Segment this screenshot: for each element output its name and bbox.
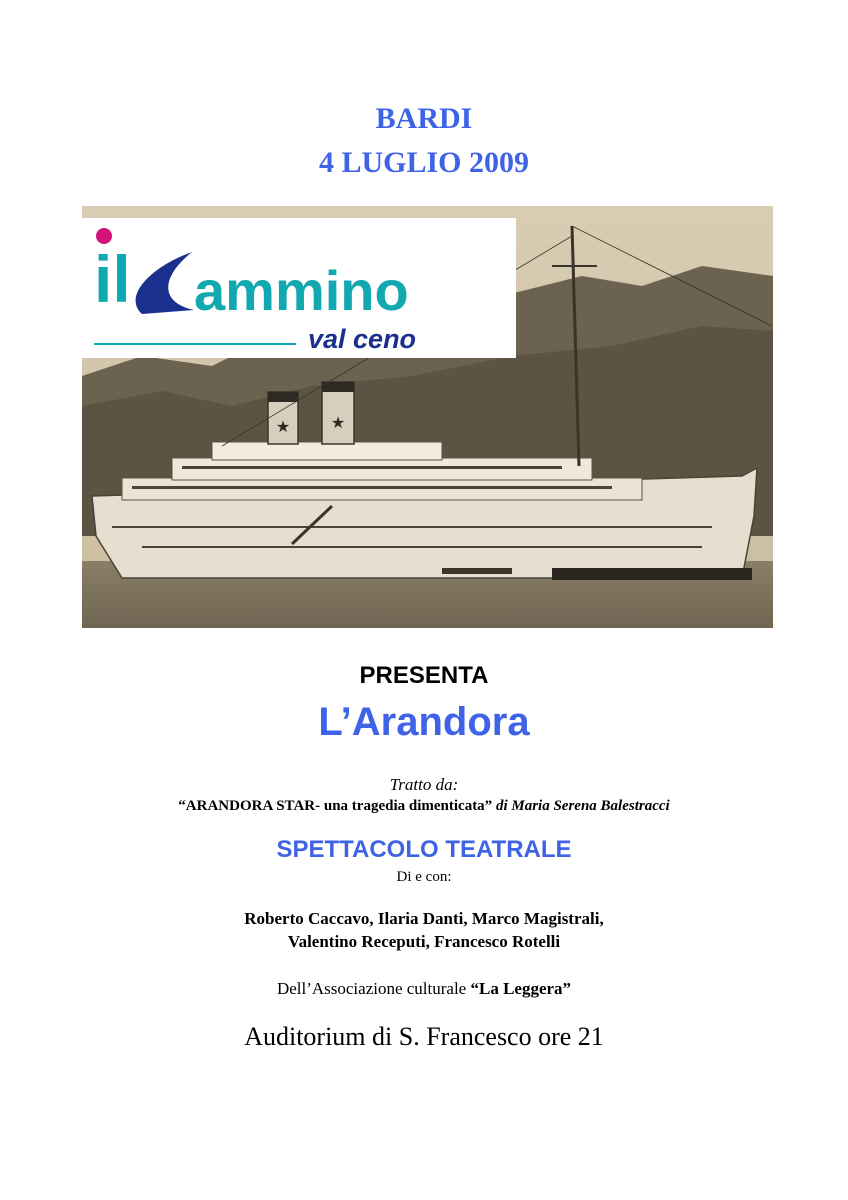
show-title: L’Arandora xyxy=(318,700,530,744)
tratto-label: Tratto da: xyxy=(389,775,459,794)
association-name: “La Leggera” xyxy=(470,979,572,998)
logo-subtitle: val ceno xyxy=(308,324,417,354)
association xyxy=(0,980,848,997)
svg-text:★: ★ xyxy=(330,415,346,432)
presenta-label: PRESENTA xyxy=(359,662,489,689)
cast-line-1: Roberto Caccavo, Ilaria Danti, Marco Magistrali, xyxy=(244,909,604,928)
genre-label: SPETTACOLO TEATRALE xyxy=(276,836,572,863)
source-author: di Maria Serena Balestracci xyxy=(495,798,670,814)
event-date: 4 LUGLIO 2009 xyxy=(318,146,530,179)
cast-line-2: Valentino Receputi, Francesco Rotelli xyxy=(287,932,561,951)
di-e-con-label: Di e con: xyxy=(396,869,452,885)
event-place: BARDI xyxy=(375,102,473,135)
il-cammino-logo xyxy=(82,218,516,358)
logo-cammino: ammino xyxy=(194,259,409,322)
association-prefix: Dell’Associazione culturale xyxy=(276,979,471,998)
venue-time: Auditorium di S. Francesco ore 21 xyxy=(244,1022,604,1051)
source-work xyxy=(0,797,848,815)
source-title: “ARANDORA STAR- una tragedia dimenticata” xyxy=(178,798,493,814)
svg-text:★: ★ xyxy=(275,419,291,436)
logo-il: il xyxy=(94,242,131,316)
ship-photo xyxy=(82,206,773,628)
